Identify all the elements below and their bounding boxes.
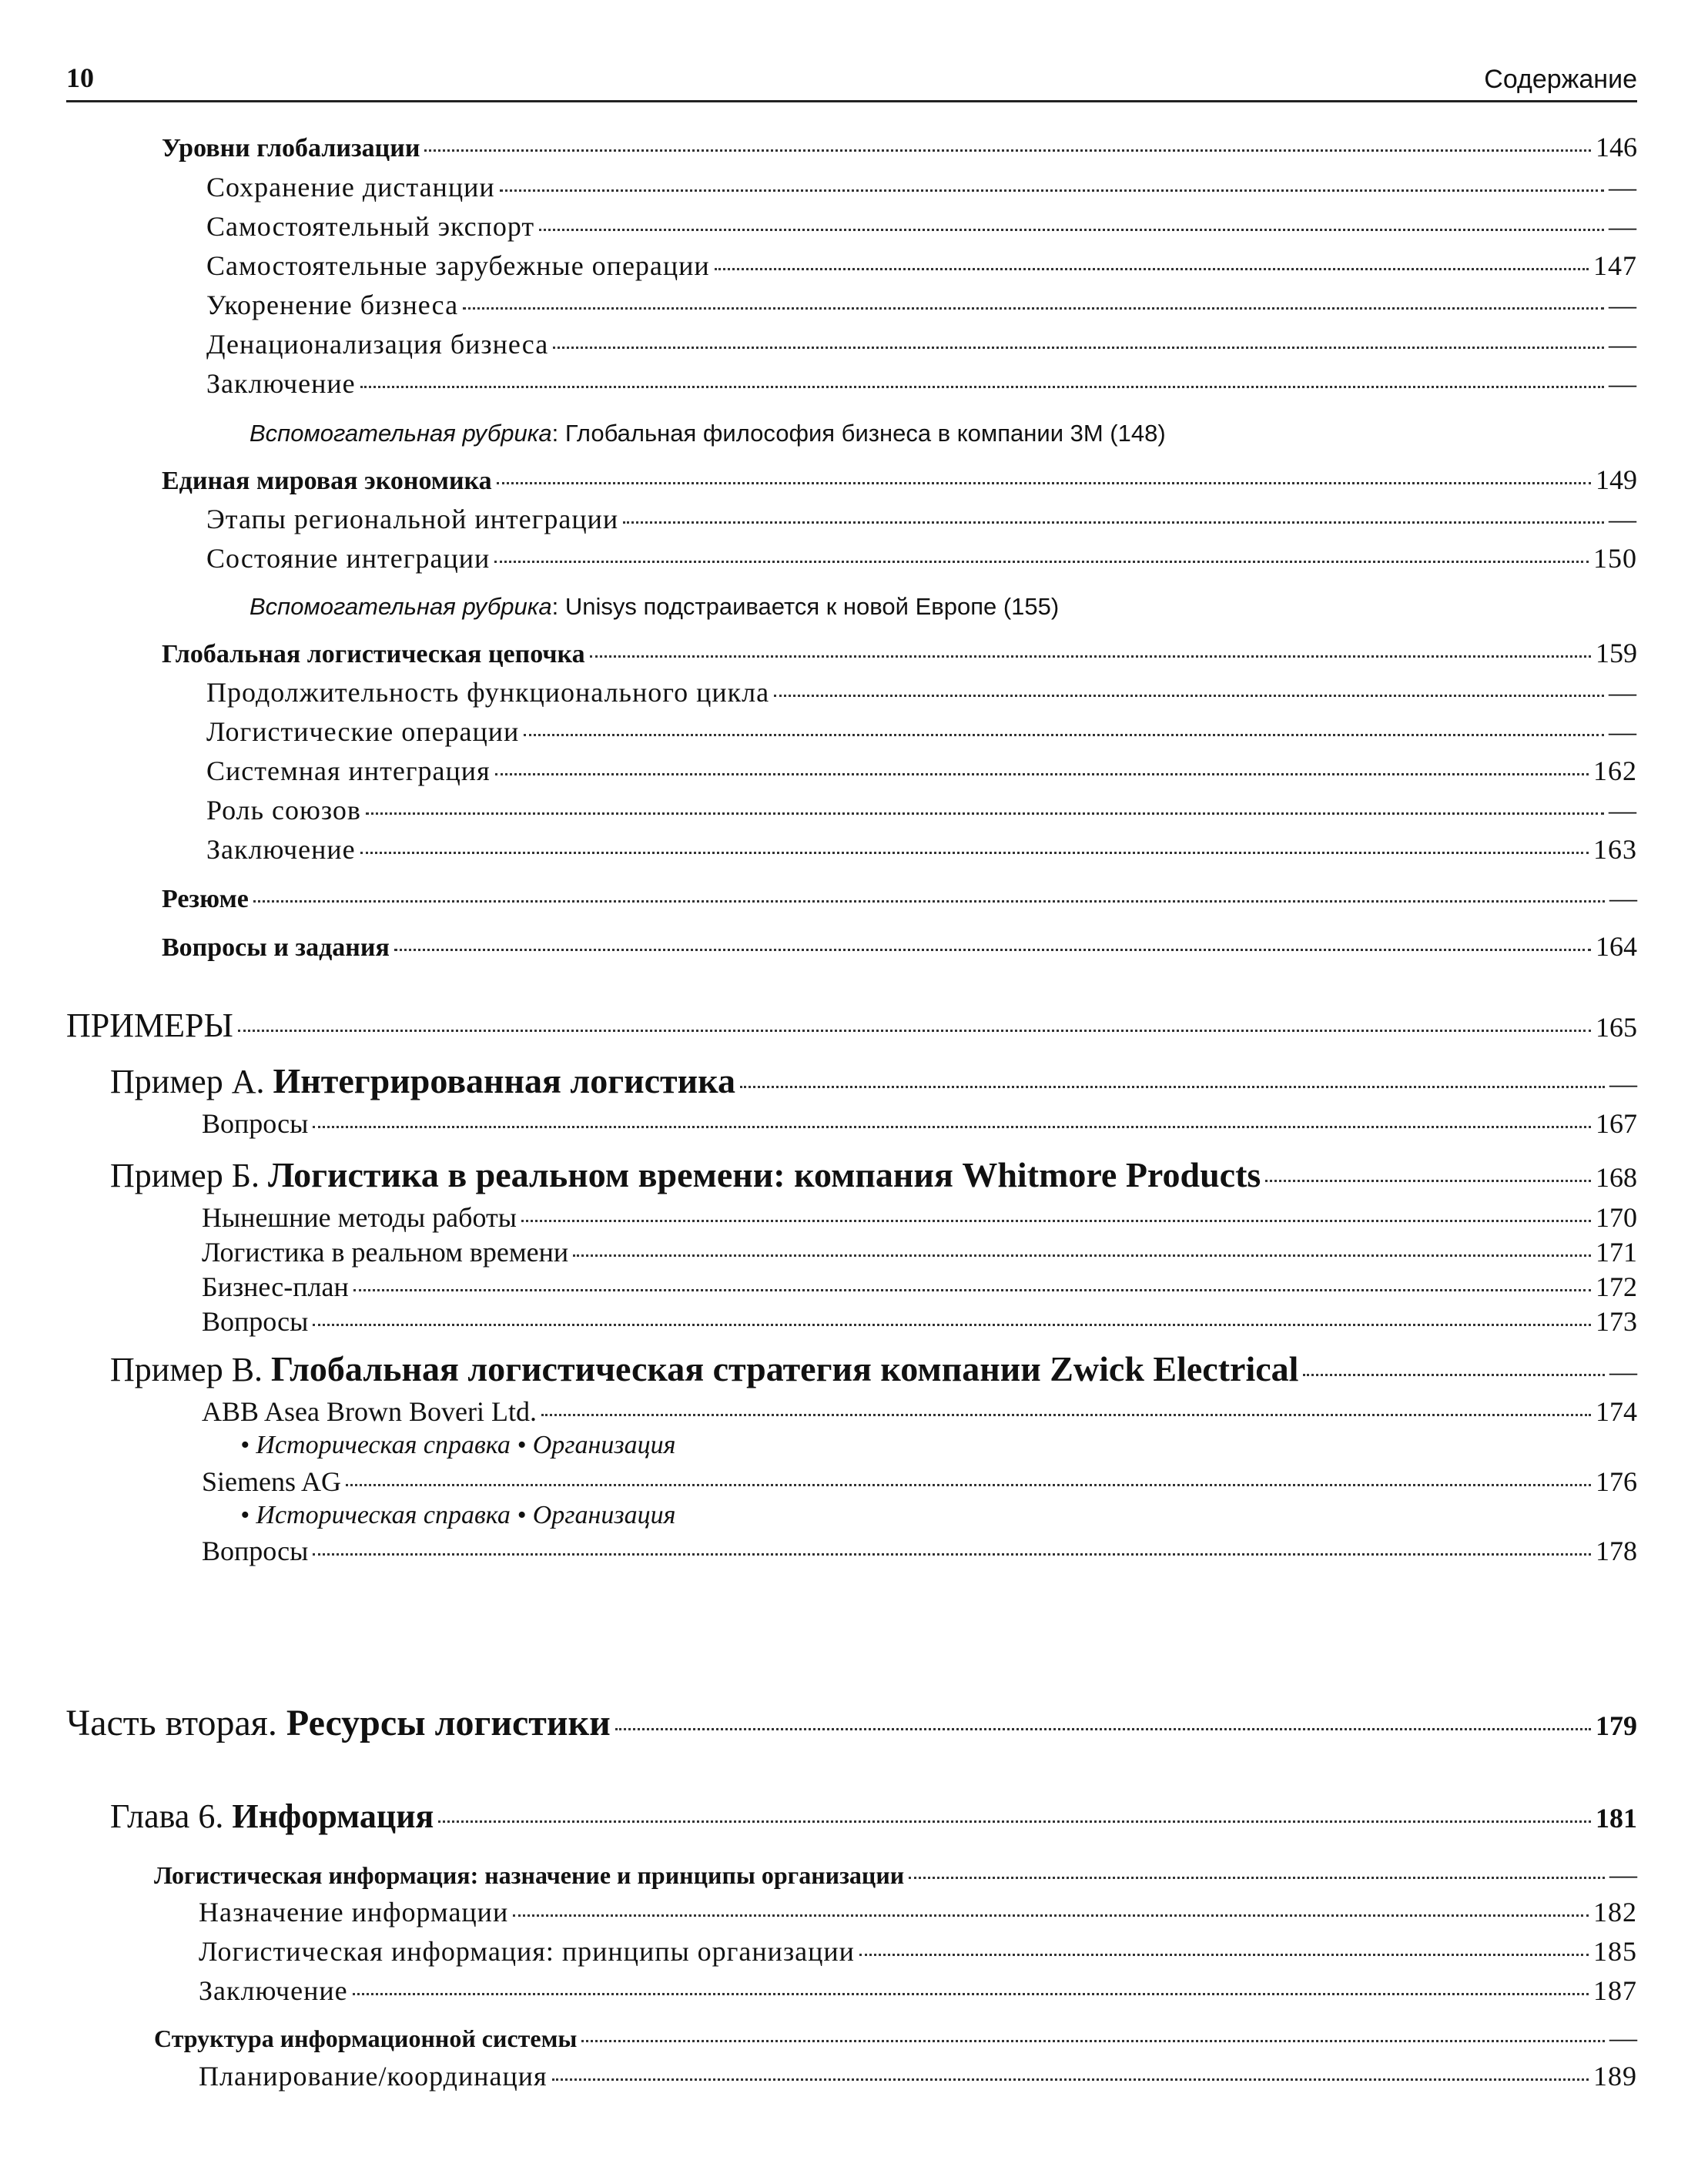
dot-leader (581, 2040, 1605, 2042)
toc-entry[interactable]: Логистика в реальном времени 171 (202, 1237, 1637, 1268)
dot-leader (541, 1414, 1591, 1416)
toc-entry[interactable]: Системная интеграция 162 (206, 755, 1637, 786)
dot-leader (615, 1728, 1591, 1730)
dot-leader (909, 1877, 1605, 1879)
dot-leader (539, 229, 1604, 231)
toc-part[interactable]: Часть вторая. Ресурсы логистики 179 (66, 1703, 1637, 1743)
dot-leader (360, 852, 1589, 854)
toc-chapter[interactable]: Глава 6. Информация 181 (110, 1797, 1637, 1835)
toc-section[interactable]: Логистическая информация: назначение и принципы организации — (154, 1859, 1637, 1890)
toc-entry[interactable]: ABB Asea Brown Boveri Ltd. 174 (202, 1396, 1637, 1427)
dot-leader (521, 1220, 1591, 1222)
dot-leader (366, 812, 1604, 815)
dot-leader (394, 949, 1591, 951)
toc-entry[interactable]: Сохранение дистанции — (206, 172, 1637, 203)
dot-leader (740, 1086, 1605, 1088)
toc-entry[interactable]: Продолжительность функционального цикла — (206, 677, 1637, 708)
toc-entry[interactable]: Укоренение бизнеса — (206, 290, 1637, 320)
page-header (66, 55, 1637, 102)
toc-section[interactable]: Уровни глобализации 146 (162, 132, 1637, 162)
dot-leader (238, 1030, 1591, 1032)
aux-rubric: Вспомогательная рубрика: Глобальная философия бизнеса в компании 3M (148) (250, 420, 1166, 447)
toc-entry[interactable]: Вопросы 173 (202, 1306, 1637, 1337)
dot-leader (513, 1914, 1589, 1917)
toc-entry[interactable]: Нынешние методы работы 170 (202, 1202, 1637, 1233)
dot-leader (495, 773, 1589, 775)
toc-entry[interactable]: Роль союзов — (206, 795, 1637, 826)
toc-entry[interactable]: Логистические операции — (206, 716, 1637, 747)
toc-entry[interactable]: Логистическая информация: принципы организации 185 (199, 1936, 1637, 1967)
toc-subtopics: • Историческая справка • Организация (240, 1501, 676, 1529)
toc-section[interactable]: Резюме — (162, 883, 1637, 913)
toc-entry[interactable]: Состояние интеграции 150 (206, 543, 1637, 574)
dot-leader (353, 1289, 1591, 1291)
dot-leader (573, 1254, 1591, 1257)
dot-leader (494, 561, 1589, 563)
toc-entry[interactable]: Заключение 163 (206, 834, 1637, 865)
dot-leader (497, 482, 1591, 484)
dot-leader (360, 386, 1604, 388)
dot-leader (253, 900, 1605, 903)
dot-leader (590, 655, 1591, 658)
dot-leader (500, 189, 1604, 192)
toc-entry[interactable]: Вопросы 178 (202, 1536, 1637, 1566)
toc-section[interactable]: Структура информационной системы — (154, 2022, 1637, 2053)
toc-examples[interactable]: ПРИМЕРЫ 165 (66, 1006, 1637, 1044)
toc-section[interactable]: Глобальная логистическая цепочка 159 (162, 638, 1637, 668)
dot-leader (313, 1126, 1591, 1128)
dot-leader (715, 268, 1589, 270)
running-title: Содержание (1484, 65, 1637, 94)
dot-leader (552, 2078, 1589, 2081)
toc-entry[interactable]: Siemens AG 176 (202, 1466, 1637, 1497)
toc-example[interactable]: Пример В. Глобальная логистическая стратегия компании Zwick Electrical — (110, 1349, 1637, 1388)
dot-leader (313, 1324, 1591, 1326)
dot-leader (524, 734, 1604, 736)
dot-leader (774, 695, 1604, 697)
toc-entry[interactable]: Заключение — (206, 368, 1637, 399)
toc-subtopics: • Историческая справка • Организация (240, 1431, 676, 1459)
dot-leader (859, 1954, 1589, 1956)
toc-entry[interactable]: Планирование/координация 189 (199, 2061, 1637, 2092)
toc-entry[interactable]: Назначение информации 182 (199, 1897, 1637, 1928)
aux-rubric: Вспомогательная рубрика: Unisys подстраивается к новой Европе (155) (250, 593, 1060, 620)
dot-leader (1303, 1374, 1605, 1376)
toc-entry[interactable]: Этапы региональной интеграции — (206, 504, 1637, 534)
dot-leader (438, 1820, 1591, 1823)
dot-leader (313, 1553, 1591, 1556)
dot-leader (1265, 1180, 1591, 1182)
toc-entry[interactable]: Заключение 187 (199, 1975, 1637, 2006)
toc-entry[interactable]: Самостоятельный экспорт — (206, 211, 1637, 242)
toc-entry[interactable]: Самостоятельные зарубежные операции 147 (206, 250, 1637, 281)
dot-leader (553, 347, 1604, 349)
dot-leader (424, 149, 1591, 152)
toc-example[interactable]: Пример А. Интегрированная логистика — (110, 1061, 1637, 1100)
page-number: 10 (66, 62, 94, 93)
toc-section[interactable]: Вопросы и задания 164 (162, 931, 1637, 962)
dot-leader (623, 521, 1604, 524)
toc-section[interactable]: Единая мировая экономика 149 (162, 464, 1637, 495)
toc-example[interactable]: Пример Б. Логистика в реальном времени: компания Whitmore Products 168 (110, 1155, 1637, 1194)
dot-leader (353, 1993, 1589, 1995)
dot-leader (346, 1484, 1591, 1486)
toc-entry[interactable]: Денационализация бизнеса — (206, 329, 1637, 360)
dot-leader (463, 307, 1604, 310)
toc-entry[interactable]: Вопросы 167 (202, 1108, 1637, 1139)
toc-entry[interactable]: Бизнес-план 172 (202, 1271, 1637, 1302)
